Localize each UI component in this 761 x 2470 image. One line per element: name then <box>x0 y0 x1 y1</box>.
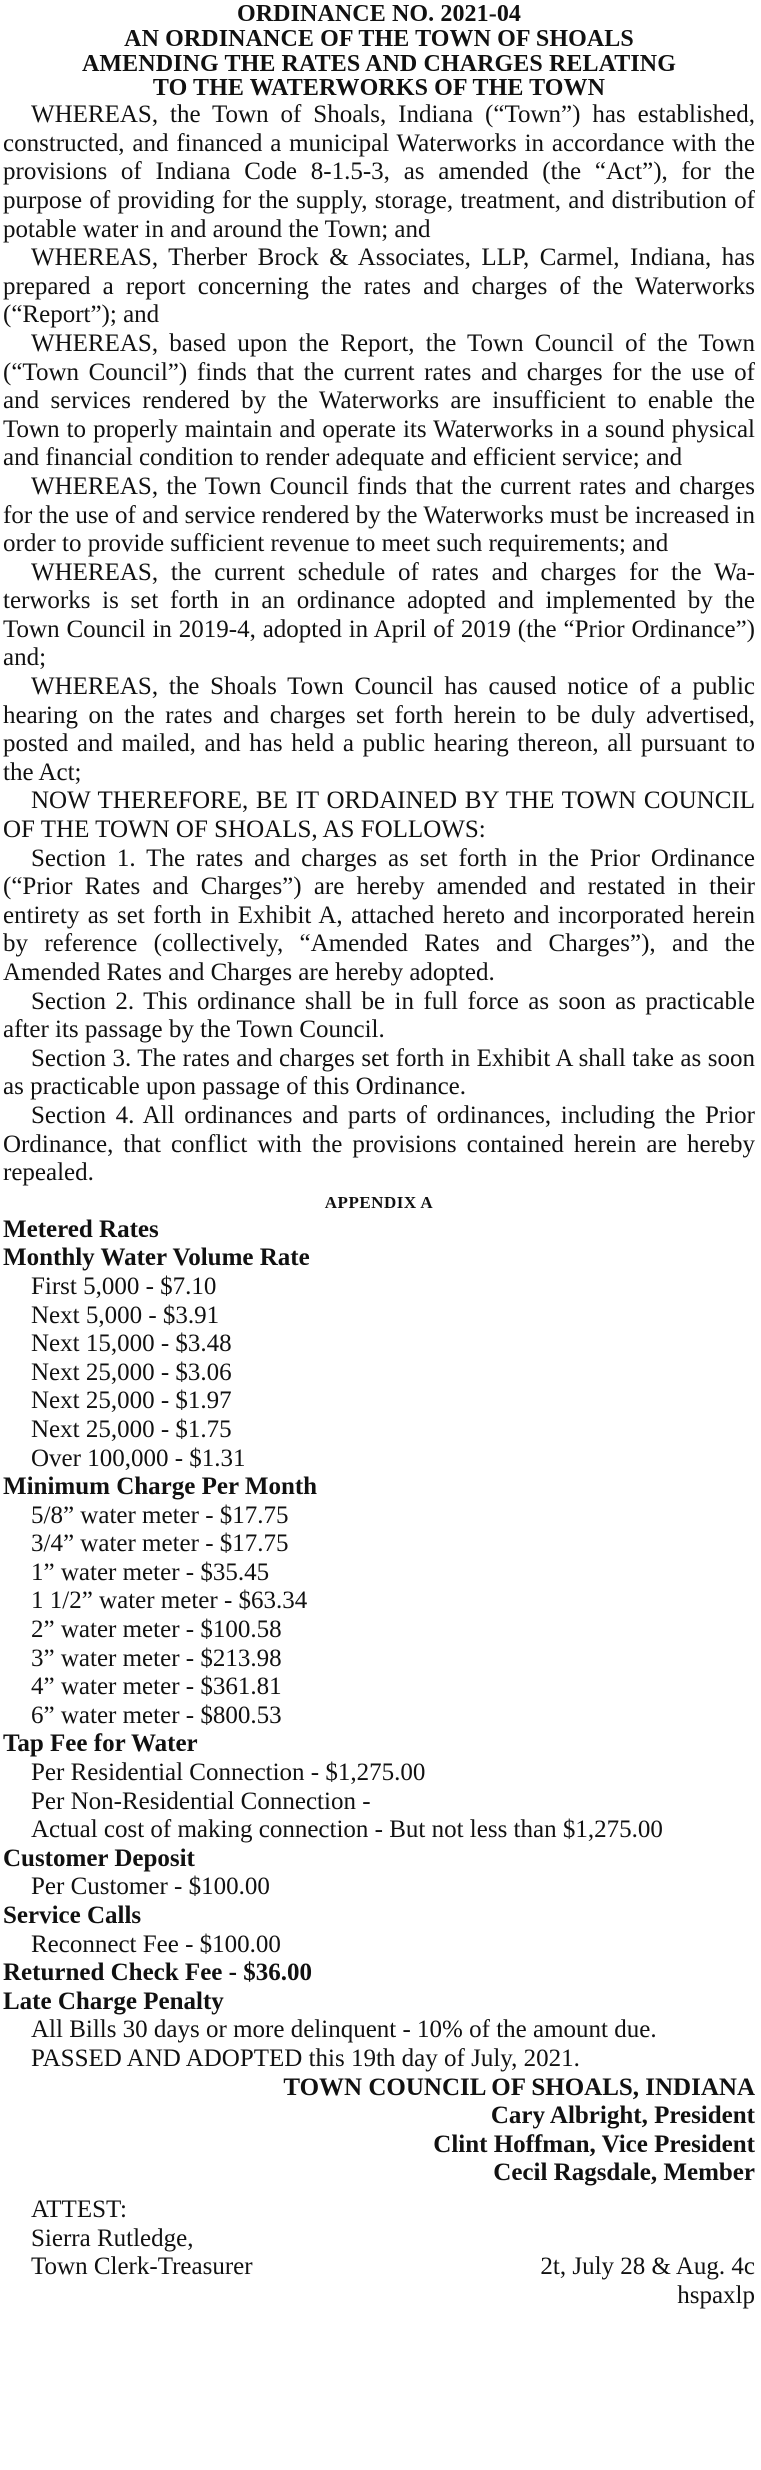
list-item: 2” water meter - $100.58 <box>31 1616 282 1644</box>
volume-rate-heading: Monthly Water Volume Rate <box>3 1244 310 1272</box>
section-4-paragraph: Section 4. All ordinances and parts of ordinances, including the Prior Ordinance, that conflict with the provisions contained herein are hereby repealed. <box>3 1101 755 1187</box>
attest-title: Town Clerk-Treasurer <box>31 2253 253 2281</box>
whereas-paragraph-5: WHEREAS, the current schedule of rates and charges for the Waterworks is set forth in an ordinance adopted and implemented by the Town Council in 2019-4, adopted in April of 2019 (the “Prior Ordinance”) and; <box>3 558 755 672</box>
whereas-paragraph-2: WHEREAS, Therber Brock & Associates, LLP, Carmel, Indiana, has prepared a report concerning the rates and charges of the Waterworks (“Report”); and <box>3 244 755 329</box>
ordinance-number: ORDINANCE NO. 2021-04 <box>236 1 522 27</box>
passed-adopted-line: PASSED AND ADOPTED this 19th day of July, 2021. <box>31 2044 580 2072</box>
ordinance-header <box>3 2 755 101</box>
ordinance-title-line-2: AMENDING THE RATES AND CHARGES RELATING <box>82 50 676 77</box>
section-1-paragraph: Section 1. The rates and charges as set forth in the Prior Ordinance (“Prior Rates and Charges”) are hereby amended and restated in their entirety as set forth in Exhibit A, attached hereto and incorporated herein by reference (collectively, “Amended Rates and Charges”), and the Amended Rates and Charges are hereby adopted. <box>3 844 755 986</box>
list-item: 1” water meter - $35.45 <box>31 1558 270 1586</box>
late-charge-heading: Late Charge Penalty <box>3 1987 224 2015</box>
whereas-paragraph-6: WHEREAS, the Shoals Town Council has caused notice of a public hearing on the rates and charges set forth herein to be duly advertised, posted and mailed, and has held a public hearing thereon, all pursuant to the Act; <box>3 673 755 786</box>
publication-dates: 2t, July 28 & Aug. 4c <box>540 2253 755 2281</box>
list-item: First 5,000 - $7.10 <box>31 1272 217 1300</box>
list-item: Next 25,000 - $1.97 <box>31 1387 232 1415</box>
attest-footer-row <box>3 2253 755 2282</box>
list-item: Per Customer - $100.00 <box>31 1873 270 1901</box>
list-item: Next 25,000 - $1.75 <box>31 1415 232 1443</box>
list-item: Actual cost of making connection - But not less than $1,275.00 <box>31 1816 663 1844</box>
whereas-paragraph-3: WHEREAS, based upon the Report, the Town Council of the Town (“Town Council”) finds that the current rates and charges for the use of and services rendered by the Waterworks are insufficient to enable the Town to properly maintain and operate its Waterworks in a sound physical and financial condition to render adequate and efficient service; and <box>3 329 755 472</box>
council-name: TOWN COUNCIL OF SHOALS, INDIANA <box>283 2073 755 2101</box>
publication-code: hspaxlp <box>677 2281 755 2309</box>
signer-member: Cecil Ragsdale, Member <box>493 2159 755 2187</box>
attest-label: ATTEST: <box>31 2195 127 2223</box>
ordinance-title-line-1: AN ORDINANCE OF THE TOWN OF SHOALS <box>124 25 634 52</box>
appendix-title: APPENDIX A <box>324 1192 434 1212</box>
now-therefore-paragraph: NOW THEREFORE, BE IT ORDAINED BY THE TOWN COUNCIL OF THE TOWN OF SHOALS, AS FOLLOWS: <box>3 787 755 844</box>
signer-vice-president: Clint Hoffman, Vice President <box>433 2130 755 2158</box>
list-item: 4” water meter - $361.81 <box>31 1673 282 1701</box>
list-item: Reconnect Fee - $100.00 <box>31 1930 281 1958</box>
list-item: 6” water meter - $800.53 <box>31 1701 282 1729</box>
ordinance-body <box>3 101 755 1188</box>
list-item: All Bills 30 days or more delinquent - 10% of the amount due. <box>31 2016 657 2044</box>
volume-rate-list <box>3 1273 755 1473</box>
minimum-charge-list <box>3 1502 755 1731</box>
service-calls-heading: Service Calls <box>3 1902 142 1929</box>
signature-block <box>3 2074 755 2188</box>
list-item: 5/8” water meter - $17.75 <box>31 1501 289 1529</box>
list-item: 3/4” water meter - $17.75 <box>31 1530 289 1558</box>
attest-block <box>3 2196 755 2310</box>
customer-deposit-heading: Customer Deposit <box>3 1844 195 1872</box>
section-3-paragraph: Section 3. The rates and charges set forth in Exhibit A shall take as soon as practicable upon passage of this Ordinance. <box>3 1044 755 1101</box>
list-item: 1 1/2” water meter - $63.34 <box>31 1587 308 1615</box>
whereas-paragraph-1: WHEREAS, the Town of Shoals, Indiana (“Town”) has established, constructed, and financed a municipal Waterworks in accordance with the provisions of Indiana Code 8-1.5-3, as amended (the “Act”), for the purpose of providing for the supply, storage, treatment, and distribution of potable water in and around the Town; and <box>3 101 755 243</box>
attest-name: Sierra Rutledge, <box>31 2224 194 2252</box>
metered-rates-heading: Metered Rates <box>3 1215 159 1243</box>
signer-president: Cary Albright, President <box>490 2102 755 2130</box>
list-item: 3” water meter - $213.98 <box>31 1644 282 1672</box>
returned-check-fee: Returned Check Fee - $36.00 <box>3 1959 312 1987</box>
minimum-charge-heading: Minimum Charge Per Month <box>3 1473 318 1501</box>
whereas-paragraph-4: WHEREAS, the Town Council finds that the current rates and charges for the use of and service rendered by the Waterworks must be increased in order to provide sufficient revenue to meet such requirements; and <box>3 472 755 558</box>
list-item: Per Residential Connection - $1,275.00 <box>31 1759 426 1787</box>
list-item: Per Non-Residential Connection - <box>31 1787 371 1815</box>
tap-fee-heading: Tap Fee for Water <box>3 1730 198 1758</box>
appendix <box>3 1190 755 2074</box>
list-item: Over 100,000 - $1.31 <box>31 1444 246 1472</box>
list-item: Next 15,000 - $3.48 <box>31 1330 232 1358</box>
section-2-paragraph: Section 2. This ordinance shall be in full force as soon as practicable after its passage by the Town Council. <box>3 987 755 1044</box>
ordinance-title-line-3: TO THE WATERWORKS OF THE TOWN <box>152 75 606 102</box>
list-item: Next 5,000 - $3.91 <box>31 1301 220 1329</box>
list-item: Next 25,000 - $3.06 <box>31 1358 232 1386</box>
